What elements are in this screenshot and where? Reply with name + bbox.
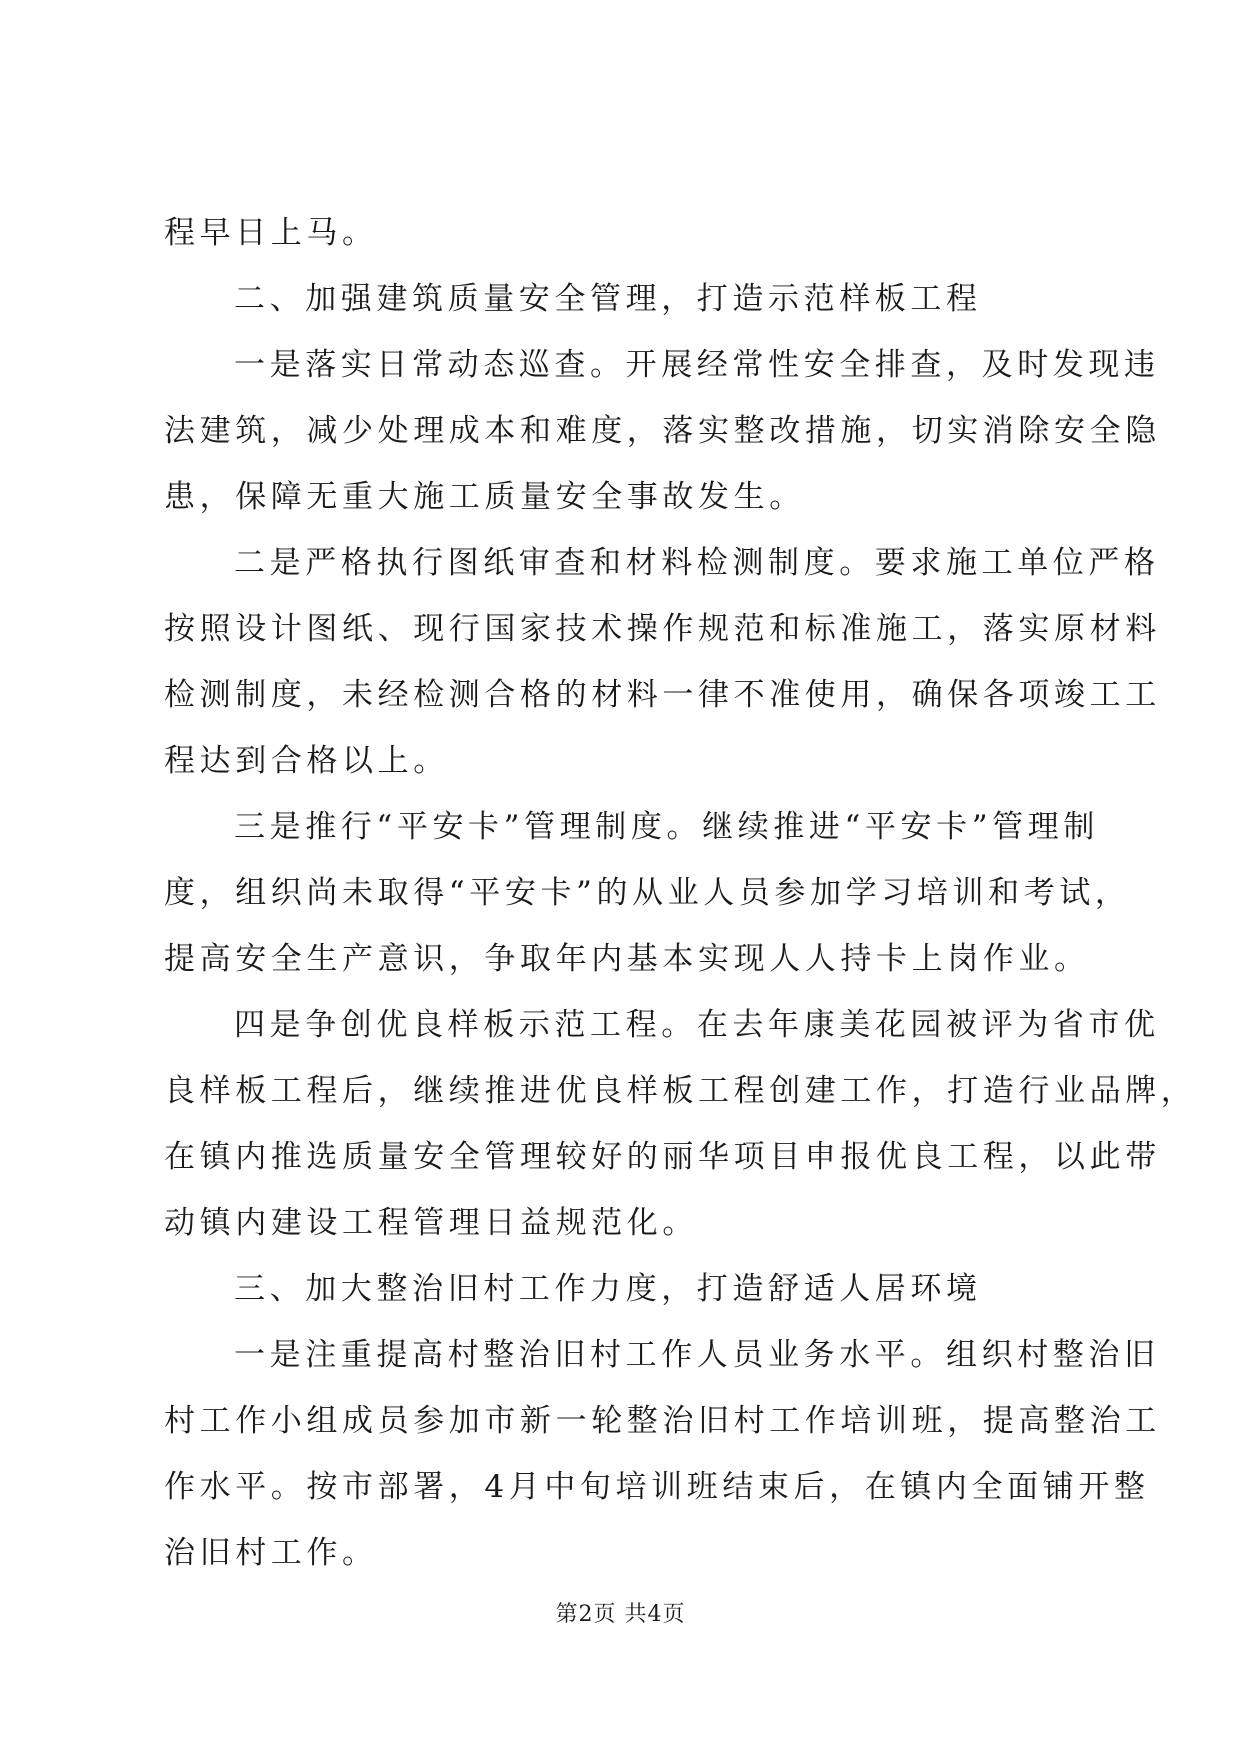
body-line: 良样板工程后，继续推进优良样板工程创建工作，打造行业品牌，: [164, 1073, 1197, 1109]
paragraph-start: 三是推行“平安卡”管理制度。继续推进“平安卡”管理制: [234, 809, 1099, 845]
body-line: 程早日上马。: [164, 215, 378, 251]
body-line: 治旧村工作。: [164, 1535, 378, 1571]
body-line: 按照设计图纸、现行国家技术操作规范和标准施工，落实原材料: [164, 611, 1161, 647]
body-line: 村工作小组成员参加市新一轮整治旧村工作培训班，提高整治工: [164, 1403, 1161, 1439]
paragraph-start: 二是严格执行图纸审查和材料检测制度。要求施工单位严格: [234, 545, 1160, 581]
body-line: 度，组织尚未取得“平安卡”的从业人员参加学习培训和考试，: [164, 875, 1131, 911]
paragraph-start: 一是注重提高村整治旧村工作人员业务水平。组织村整治旧: [234, 1337, 1160, 1373]
paragraph-start: 一是落实日常动态巡查。开展经常性安全排查，及时发现违: [234, 347, 1160, 383]
section-heading: 二、加强建筑质量安全管理，打造示范样板工程: [234, 281, 982, 317]
body-line: 作水平。按市部署，4月中旬培训班结束后，在镇内全面铺开整: [164, 1469, 1150, 1505]
section-heading: 三、加大整治旧村工作力度，打造舒适人居环境: [234, 1271, 982, 1307]
page-number-footer: 第2页 共4页: [555, 1602, 686, 1627]
document-body: [164, 200, 1197, 1586]
paragraph-start: 四是争创优良样板示范工程。在去年康美花园被评为省市优: [234, 1007, 1160, 1043]
body-line: 检测制度，未经检测合格的材料一律不准使用，确保各项竣工工: [164, 677, 1161, 713]
body-line: 在镇内推选质量安全管理较好的丽华项目申报优良工程，以此带: [164, 1139, 1161, 1175]
body-line: 患，保障无重大施工质量安全事故发生。: [164, 479, 805, 515]
body-line: 提高安全生产意识，争取年内基本实现人人持卡上岗作业。: [164, 941, 1090, 977]
body-line: 程达到合格以上。: [164, 743, 449, 779]
body-line: 法建筑，减少处理成本和难度，落实整改措施，切实消除安全隐: [164, 413, 1161, 449]
body-line: 动镇内建设工程管理日益规范化。: [164, 1205, 698, 1241]
